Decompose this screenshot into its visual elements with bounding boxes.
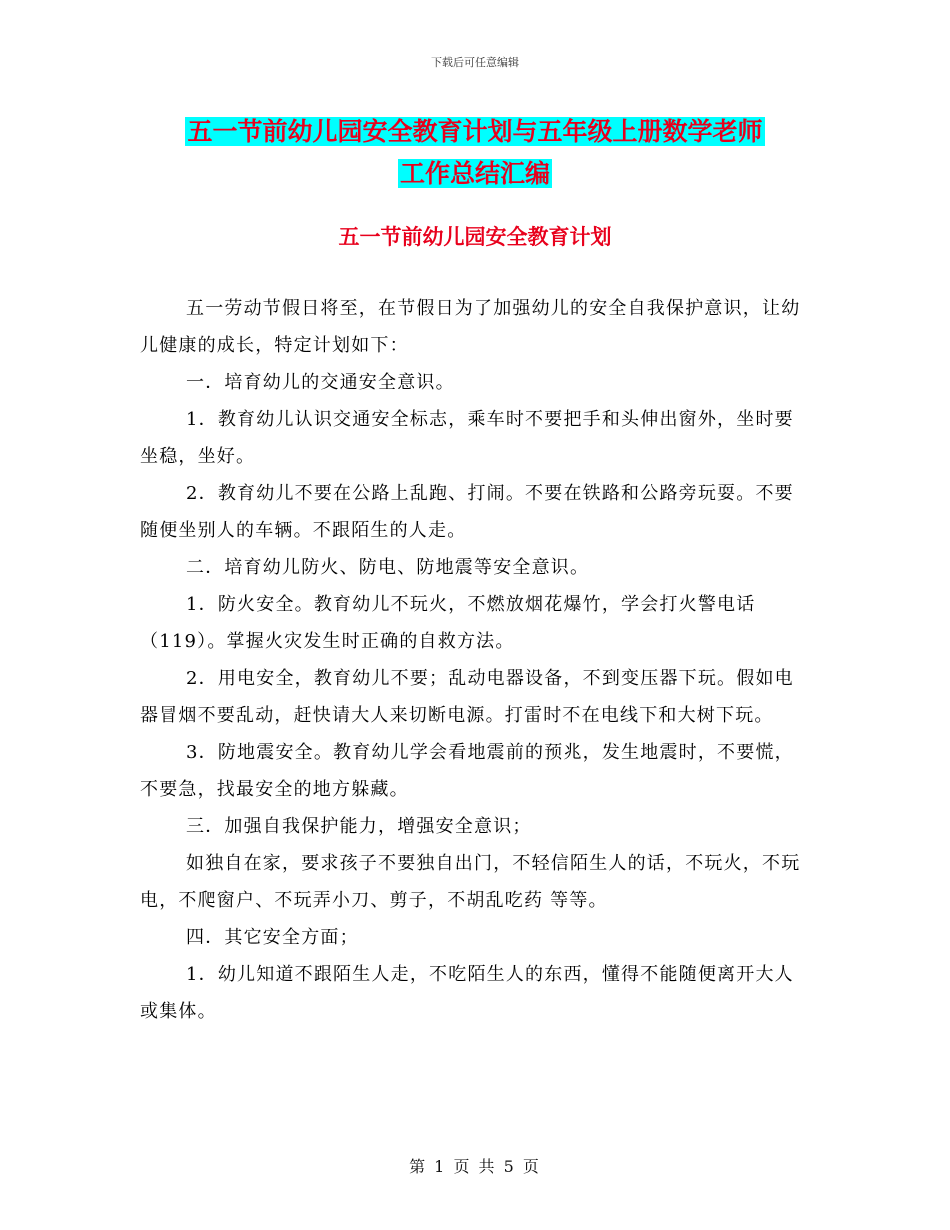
page-footer: 第 1 页 共 5 页 [409, 1157, 541, 1176]
paragraph-heading-fire: 二．培育幼儿防火、防电、防地震等安全意识。 [186, 557, 590, 578]
paragraph-earthquake-3: 3．防地震安全。教育幼儿学会看地震前的预兆，发生地震时，不要慌，不要急，找最安全的地方躲藏。 [140, 742, 794, 800]
title-line-2-text: 工作总结汇编 [399, 159, 550, 188]
paragraph-traffic-1: 1．教育幼儿认识交通安全标志，乘车时不要把手和头伸出窗外，坐时要坐稳，坐好。 [140, 409, 794, 467]
paragraph-heading-other: 四．其它安全方面； [186, 927, 359, 948]
paragraph-intro: 五一劳动节假日将至，在节假日为了加强幼儿的安全自我保护意识，让幼儿健康的成长，特定计划如下： [140, 298, 801, 356]
paragraph-heading-self-protection: 三．加强自我保护能力，增强安全意识； [186, 816, 532, 837]
paragraph-self-protection: 如独自在家，要求孩子不要独自出门，不轻信陌生人的话，不玩火，不玩电，不爬窗户、不玩弄小刀、剪子，不胡乱吃药 等等。 [140, 853, 801, 911]
document-title-line-2 [0, 155, 950, 193]
paragraph-fire-1: 1．防火安全。教育幼儿不玩火，不燃放烟花爆竹，学会打火警电话（119）。掌握火灾发生时正确的自救方法。 [140, 594, 756, 652]
paragraph-electric-2: 2．用电安全，教育幼儿不要；乱动电器设备，不到变压器下玩。假如电器冒烟不要乱动，赶快请大人来切断电源。打雷时不在电线下和大树下玩。 [140, 668, 794, 726]
body-content [140, 290, 812, 1030]
paragraph-heading-traffic: 一．培育幼儿的交通安全意识。 [186, 372, 455, 393]
paragraph-traffic-2: 2．教育幼儿不要在公路上乱跑、打闹。不要在铁路和公路旁玩耍。不要随便坐别人的车辆。不跟陌生的人走。 [140, 483, 794, 541]
paragraph-other-1: 1．幼儿知道不跟陌生人走，不吃陌生人的东西，懂得不能随便离开大人或集体。 [140, 964, 794, 1022]
document-title-line-1 [0, 113, 950, 151]
title-line-1-text: 五一节前幼儿园安全教育计划与五年级上册数学老师 [187, 117, 763, 146]
section-title: 五一节前幼儿园安全教育计划 [338, 225, 612, 249]
header-note: 下载后可任意编辑 [431, 56, 519, 69]
